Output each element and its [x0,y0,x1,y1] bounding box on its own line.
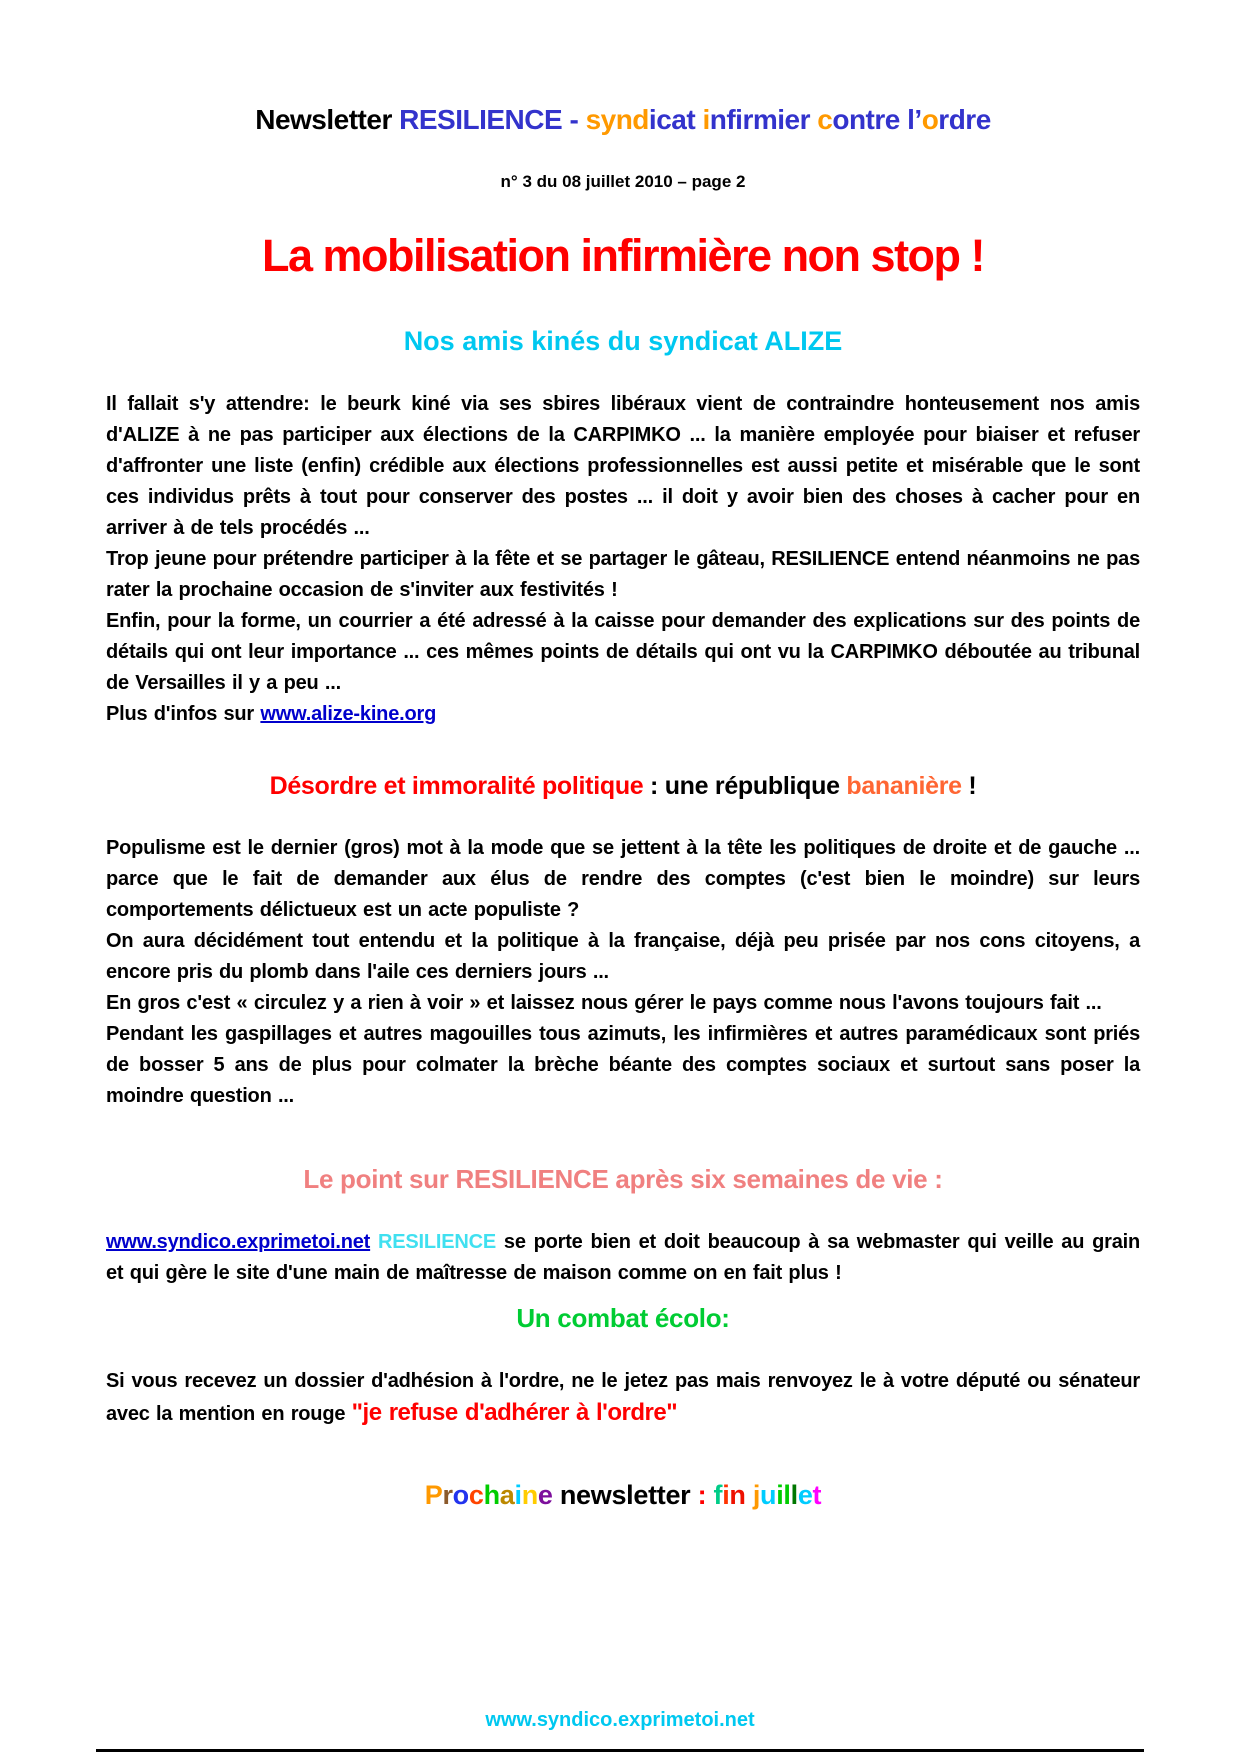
text-segment: Newsletter [255,104,400,135]
text-segment: P [424,1480,443,1510]
text-segment: - [562,104,586,135]
text-segment: ontre l’ [832,104,922,135]
text-segment: ! [961,772,977,800]
resilience-cyan-word: RESILIENCE [378,1231,497,1253]
text-segment: u [760,1480,777,1510]
text-segment: j [752,1480,761,1510]
section-heading-politics [106,772,1140,801]
text-segment: t [812,1480,822,1510]
footer-site-link[interactable]: www.syndico.exprimetoi.net [485,1709,755,1731]
issue-line: n° 3 du 08 juillet 2010 – page 2 [500,172,746,191]
alize-link[interactable]: www.alize-kine.org [260,703,437,725]
text-segment: e [797,1480,813,1510]
text-segment: newsletter [552,1480,698,1510]
ecolo-section [106,1366,1140,1430]
text-segment: nfirmier [709,104,818,135]
page-bottom-border [96,1749,1144,1752]
text-segment: RESILIENCE [399,104,563,135]
text-segment: n [729,1480,746,1510]
text-segment: synd [585,104,649,135]
main-title: La mobilisation infirmière non stop ! [261,230,985,281]
text-segment: e [537,1480,553,1510]
politics-section [106,833,1140,1112]
paragraph-ecolo [106,1366,1140,1430]
text-segment: rdre [938,104,991,135]
text-segment: Désordre et immoralité politique [269,772,644,800]
text-segment: l [783,1480,791,1510]
text-segment: : une république [643,772,847,800]
section-heading-ecolo: Un combat écolo: [516,1303,730,1333]
text-segment: i [722,1480,730,1510]
newsletter-masthead [106,104,1140,136]
text-segment: i [702,104,710,135]
paragraph-politics-3: En gros c'est « circulez y a rien à voir » et laissez nous gérer le pays comme nous l'avons toujours fait ... [106,992,1102,1014]
text-segment: i [776,1480,784,1510]
paragraph-politics-2: On aura décidément tout entendu et la politique à la française, déjà peu prisée par nos cons citoyens, a encore pris du plomb dans l'aile ces derniers jours ... [106,930,1140,983]
text-segment: c [817,104,833,135]
paragraph-politics-1: Populisme est le dernier (gros) mot à la mode que se jettent à la tête les politiques de droite et de gauche ... parce que le fait de demander aux élus de rendre des comptes (c'est bien le moindre) sur leurs comportements délictueux est un acte populiste ? [106,837,1140,921]
paragraph-alize-3: Enfin, pour la forme, un courrier a été adressé à la caisse pour demander des explications sur des points de détails qui ont leur importance ... ces mêmes points de détails qui ont vu la CARPIMKO déboutée au tribunal de Versailles il y a peu ... [106,610,1140,694]
text-segment: r [442,1480,453,1510]
paragraph-politics-4: Pendant les gaspillages et autres magouilles tous azimuts, les infirmières et autres paramédicaux sont priés de bosser 5 ans de plus pour colmater la brèche béante des comptes sociaux et surtout sans poser la moindre question ... [106,1023,1140,1107]
resilience-update-section [106,1227,1140,1289]
red-slogan: "je refuse d'adhérer à l'ordre" [351,1399,678,1426]
paragraph-alize-more-info [106,699,1140,730]
alize-section [106,389,1140,730]
syndico-link[interactable]: www.syndico.exprimetoi.net [106,1231,371,1253]
paragraph-resilience-update [106,1227,1140,1289]
text-segment [370,1231,378,1253]
text-segment: Si vous recevez un dossier d'adhésion à l'ordre, ne le jetez pas mais renvoyez le à votre député ou sénateur avec la mention en rouge [106,1370,1140,1425]
text-segment: Plus d'infos sur [106,703,261,725]
section-heading-resilience-update: Le point sur RESILIENCE après six semaines de vie : [303,1164,943,1194]
text-segment: se porte bien et doit beaucoup à sa webmaster qui veille au grain et qui gère le site d'une main de maîtresse de maison comme on en fait plus ! [106,1231,1140,1284]
text-segment: o [452,1480,469,1510]
paragraph-alize-1: Il fallait s'y attendre: le beurk kiné via ses sbires libéraux vient de contraindre honteusement nos amis d'ALIZE à ne pas participer aux élections de la CARPIMKO ... la manière employée pour biaiser et refuser d'affronter une liste (enfin) crédible aux élections professionnelles est aussi petite et misérable que le sont ces individus prêts à tout pour conserver des postes ... il doit y avoir bien des choses à cacher pour en arriver à de tels procédés ... [106,393,1140,539]
text-segment: n [521,1480,538,1510]
text-segment: bananière [846,772,962,800]
text-segment: : [697,1480,714,1510]
text-segment: c [468,1480,484,1510]
section-heading-alize: Nos amis kinés du syndicat ALIZE [403,326,843,356]
text-segment: a [499,1480,515,1510]
text-segment: o [921,104,939,135]
text-segment: l [790,1480,798,1510]
paragraph-alize-2: Trop jeune pour prétendre participer à la fête et se partager le gâteau, RESILIENCE entend néanmoins ne pas rater la prochaine occasion de s'inviter aux festivités ! [106,548,1140,601]
text-segment [746,1480,753,1510]
text-segment: f [713,1480,723,1510]
text-segment: h [483,1480,500,1510]
text-segment: i [514,1480,522,1510]
next-newsletter-heading [106,1480,1140,1511]
text-segment: icat [648,104,703,135]
